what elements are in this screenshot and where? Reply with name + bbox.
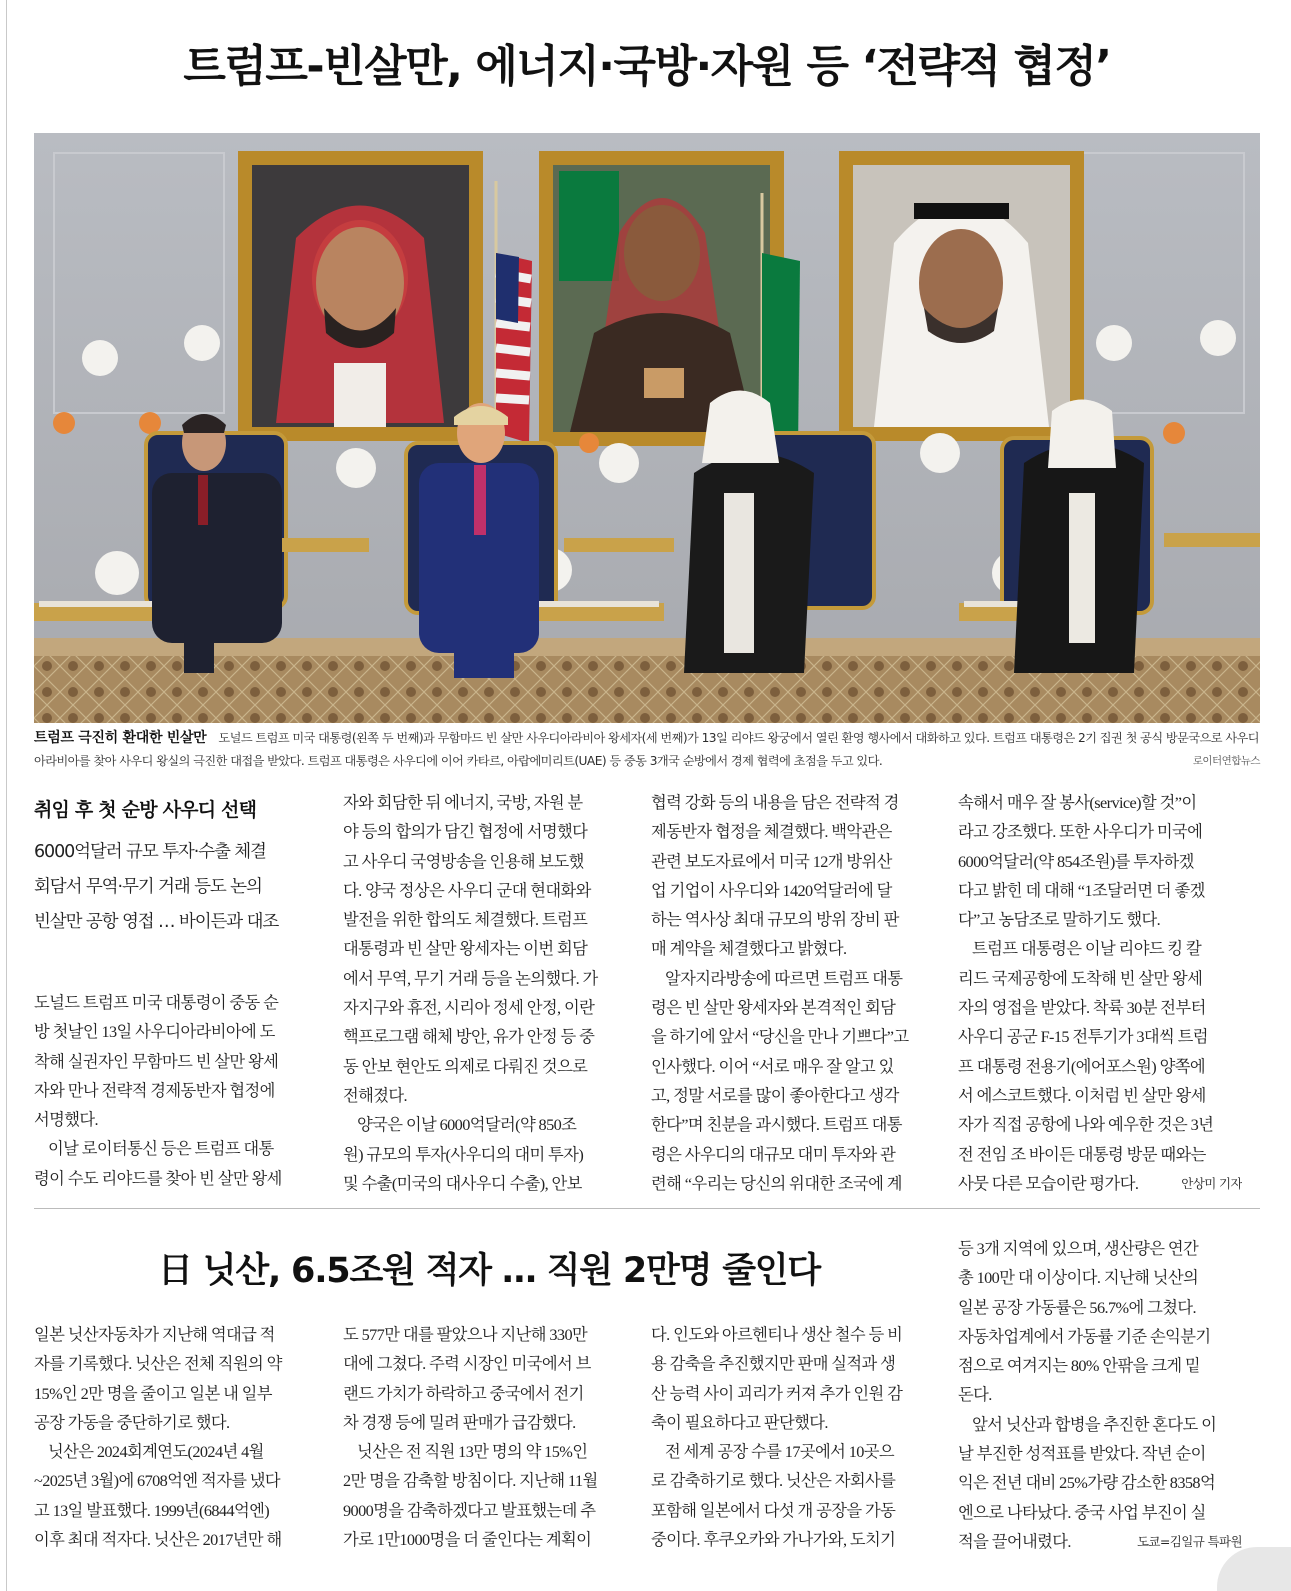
text-line: 다”고 농담조로 말하기도 했다.: [958, 910, 1161, 930]
text-line: 및 수출(미국의 대사우디 수출), 안보: [343, 1173, 582, 1193]
text-line: 령이 수도 리야드를 찾아 빈 살만 왕세: [34, 1168, 282, 1188]
text-line: 다. 인도와 아르헨티나 생산 철수 등 비: [651, 1325, 903, 1344]
photo-caption-text: 도널드 트럼프 미국 대통령(왼쪽 두 번째)과 무함마드 빈 살만 사우디아라비아 왕세자(세 번째)가 13일 리야드 왕궁에서 열린 환영 행사에서 대화하고 있다. 트럼프 대통령은 2기 집권 첫 공식 방문국으로 사우디아라비아를 찾아 사우디 왕실의 극진한 대접을 받았다. 트럼프 대통령은 사우디에 이어 카타르, 아랍에미리트(UAE) 등 중동 3개국 순방에서 경제 협력에 초점을 두고 있다.: [34, 731, 1259, 768]
text-line: 고, 정말 서로를 많이 좋아한다고 생각: [651, 1085, 899, 1105]
text-line: 야 등의 합의가 담긴 협정에 서명했다: [343, 822, 588, 842]
text-line: 자와 만나 전략적 경제동반자 협정에: [34, 1080, 275, 1100]
text-line: 발전을 위한 합의도 체결했다. 트럼프: [343, 910, 588, 930]
article-lead-subhead: 취임 후 첫 순방 사우디 선택: [34, 799, 257, 821]
text-line: 산 능력 사이 괴리가 커져 추가 인원 감: [651, 1383, 903, 1403]
text-line: 총 100만 대 이상이다. 지난해 닛산의: [958, 1268, 1199, 1288]
text-line: 닛산은 전 직원 13만 명의 약 15%인: [357, 1442, 588, 1462]
text-line: 한다”며 친분을 과시했다. 트럼프 대통: [651, 1115, 902, 1135]
text-line: 닛산은 2024회계연도(2024년 4월: [48, 1442, 264, 1462]
text-line: 다고 밝힌 데 대해 “1조달러면 더 좋겠: [958, 880, 1205, 900]
text-line: 중이다. 후쿠오카와 가나가와, 도치기: [651, 1530, 896, 1550]
text-line: 날 부진한 성적표를 받았다. 작년 순이: [958, 1444, 1206, 1464]
text-line: 이날 로이터통신 등은 트럼프 대통: [48, 1139, 274, 1159]
text-line: 고 사우디 국영방송을 인용해 보도했: [343, 851, 584, 871]
text-line: 적을 끌어내렸다. 도쿄=김일규 특파원: [958, 1527, 1242, 1556]
text-line: 자동차업계에서 가동률 기준 손익분기: [958, 1326, 1211, 1346]
text-line: 일본 공장 가동률은 56.7%에 그쳤다.: [958, 1297, 1196, 1317]
text-line: 리드 국제공항에 도착해 빈 살만 왕세: [958, 968, 1203, 988]
page-left-rule: [6, 0, 7, 1591]
text-line: 자의 영접을 받았다. 착륙 30분 전부터: [958, 998, 1206, 1018]
article2-column-1: [34, 1320, 324, 1554]
text-line: 축이 필요하다고 판단했다.: [651, 1412, 828, 1432]
text-line: 원) 규모의 투자(사우디의 대미 투자): [343, 1144, 584, 1164]
text-line: 제동반자 협정을 체결했다. 백악관은: [651, 822, 892, 842]
text-line: 일본 닛산자동차가 지난해 역대급 적: [34, 1325, 275, 1344]
article1-column-1: [34, 988, 324, 1193]
text-line: 착해 실권자인 무함마드 빈 살만 왕세: [34, 1051, 279, 1071]
text-line: 에서 무역, 무기 거래 등을 논의했다. 가: [343, 968, 598, 988]
text-line: 익은 전년 대비 25%가량 감소한 8358억: [958, 1473, 1216, 1493]
article-divider: [34, 1208, 1260, 1209]
news-photo: [34, 133, 1260, 723]
text-line: 가로 1만1000명을 더 줄인다는 계획이: [343, 1530, 592, 1550]
text-line: 령은 사우디의 대규모 대미 투자와 관: [651, 1144, 896, 1164]
text-line: 라고 강조했다. 또한 사우디가 미국에: [958, 822, 1203, 842]
text-line: 방 첫날인 13일 사우디아라비아에 도: [34, 1022, 275, 1042]
text-line: 자와 회담한 뒤 에너지, 국방, 자원 분: [343, 793, 583, 812]
text-line: 포함해 일본에서 다섯 개 공장을 가동: [651, 1500, 896, 1520]
text-line: 하는 역사상 최대 규모의 방위 장비 판: [651, 910, 899, 930]
text-line: ~2025년 3월)에 6708억엔 적자를 냈다: [34, 1471, 281, 1491]
text-line: 전 전임 조 바이든 대통령 방문 때와는: [958, 1144, 1206, 1164]
article2-column-3: [651, 1320, 941, 1554]
text-line: 15%인 2만 명을 줄이고 일본 내 일부: [34, 1383, 272, 1403]
text-line: 양국은 이날 6000억달러(약 850조: [357, 1115, 577, 1135]
text-line: 서 에스코트했다. 이처럼 빈 살만 왕세: [958, 1085, 1206, 1105]
text-line: 6000억달러(약 854조원)를 투자하겠: [958, 851, 1194, 871]
subhead-line: 빈살만 공항 영접 … 바이든과 대조: [34, 912, 279, 932]
text-line: 엔으로 나타났다. 중국 사업 부진이 실: [958, 1502, 1206, 1522]
text-line: 핵프로그램 해체 방안, 유가 안정 등 중: [343, 1027, 595, 1047]
text-line: 용 감축을 추진했지만 판매 실적과 생: [651, 1354, 896, 1374]
text-line: 9000명을 감축하겠다고 발표했는데 추: [343, 1500, 596, 1520]
article1-column-2: [343, 788, 633, 1198]
text-line: 공장 가동을 중단하기로 했다.: [34, 1412, 230, 1432]
text-line: 점으로 여겨지는 80% 안팎을 크게 밑: [958, 1356, 1201, 1376]
subhead-line: 6000억달러 규모 투자·수출 체결: [34, 842, 266, 862]
photo-credit: 로이터연합뉴스: [1192, 755, 1260, 767]
text-line: 전해졌다.: [343, 1085, 407, 1105]
text-line: 등 3개 지역에 있으며, 생산량은 연간: [958, 1239, 1199, 1258]
photo-caption: [34, 727, 1260, 773]
text-line: 대에 그쳤다. 주력 시장인 미국에서 브: [343, 1354, 591, 1374]
portrait-left: [238, 151, 483, 441]
text-line: 차 경쟁 등에 밀려 판매가 급감했다.: [343, 1412, 576, 1432]
text-line: 알자지라방송에 따르면 트럼프 대통: [665, 968, 903, 988]
article-headline: 트럼프-빈살만, 에너지·국방·자원 등 ‘전략적 협정’: [183, 41, 1111, 92]
text-line: 전 세계 공장 수를 17곳에서 10곳으: [665, 1442, 895, 1462]
text-line: 을 하기에 앞서 “당신을 만나 기쁘다”고: [651, 1027, 909, 1047]
text-line: 앞서 닛산과 합병을 추진한 혼다도 이: [972, 1414, 1217, 1434]
text-line: 령은 빈 살만 왕세자와 본격적인 회담: [651, 998, 896, 1018]
article-subheads: [34, 835, 334, 940]
text-line: 트럼프 대통령은 이날 리야드 킹 칼: [972, 939, 1202, 959]
text-line: 협력 강화 등의 내용을 담은 전략적 경: [651, 793, 899, 812]
text-line: 관련 보도자료에서 미국 12개 방위산: [651, 851, 892, 871]
text-line: 서명했다.: [34, 1110, 98, 1130]
article2-column-2: [343, 1320, 633, 1554]
byline: 도쿄=김일규 특파원: [1136, 1533, 1242, 1549]
text-line: 매 계약을 체결했다고 밝혔다.: [651, 939, 847, 959]
text-line: 이후 최대 적자다. 닛산은 2017년만 해: [34, 1530, 282, 1550]
text-line: 동 안보 현안도 의제로 다뤄진 것으로: [343, 1056, 588, 1076]
text-line: 사우디 공군 F-15 전투기가 3대씩 트럼: [958, 1027, 1208, 1047]
article1-column-4: [958, 788, 1242, 1198]
text-line: 자를 기록했다. 닛산은 전체 직원의 약: [34, 1354, 282, 1374]
text-line: 업 기업이 사우디와 1420억달러에 달: [651, 880, 892, 900]
photo-title: 트럼프 극진히 환대한 빈살만: [34, 730, 207, 746]
text-line: 랜드 가치가 하락하고 중국에서 전기: [343, 1383, 584, 1403]
text-line: 대통령과 빈 살만 왕세자는 이번 회담: [343, 939, 588, 959]
text-line: 인사했다. 이어 “서로 매우 잘 알고 있: [651, 1056, 894, 1076]
text-line: 속해서 매우 잘 봉사(service)할 것”이: [958, 793, 1197, 812]
article1-column-3: [651, 788, 941, 1198]
subhead-line: 회담서 무역·무기 거래 등도 논의: [34, 877, 262, 897]
article2-column-4: [958, 1234, 1242, 1556]
text-line: 로 감축하기로 했다. 닛산은 자회사를: [651, 1471, 896, 1491]
text-line: 사뭇 다른 모습이란 평가다. 안상미 기자: [958, 1169, 1242, 1198]
text-line: 자가 직접 공항에 나와 예우한 것은 3년: [958, 1115, 1214, 1135]
text-line: 고 13일 발표했다. 1999년(6844억엔): [34, 1500, 270, 1520]
text-line: 자지구와 휴전, 시리아 정세 안정, 이란: [343, 998, 595, 1018]
byline: 안상미 기자: [1181, 1175, 1242, 1191]
text-line: 도널드 트럼프 미국 대통령이 중동 순: [34, 993, 279, 1012]
text-line: 도 577만 대를 팔았으나 지난해 330만: [343, 1325, 588, 1344]
text-line: 2만 명을 감축할 방침이다. 지난해 11월: [343, 1471, 598, 1491]
text-line: 다. 양국 정상은 사우디 군대 현대화와: [343, 880, 591, 900]
portrait-right: [839, 151, 1084, 441]
text-line: 프 대통령 전용기(에어포스원) 양쪽에: [958, 1056, 1205, 1076]
text-line: 련해 “우리는 당신의 위대한 조국에 계: [651, 1173, 902, 1193]
text-line: 돈다.: [958, 1385, 992, 1405]
article2-headline: 日 닛산, 6.5조원 적자 … 직원 2만명 줄인다: [157, 1251, 821, 1291]
